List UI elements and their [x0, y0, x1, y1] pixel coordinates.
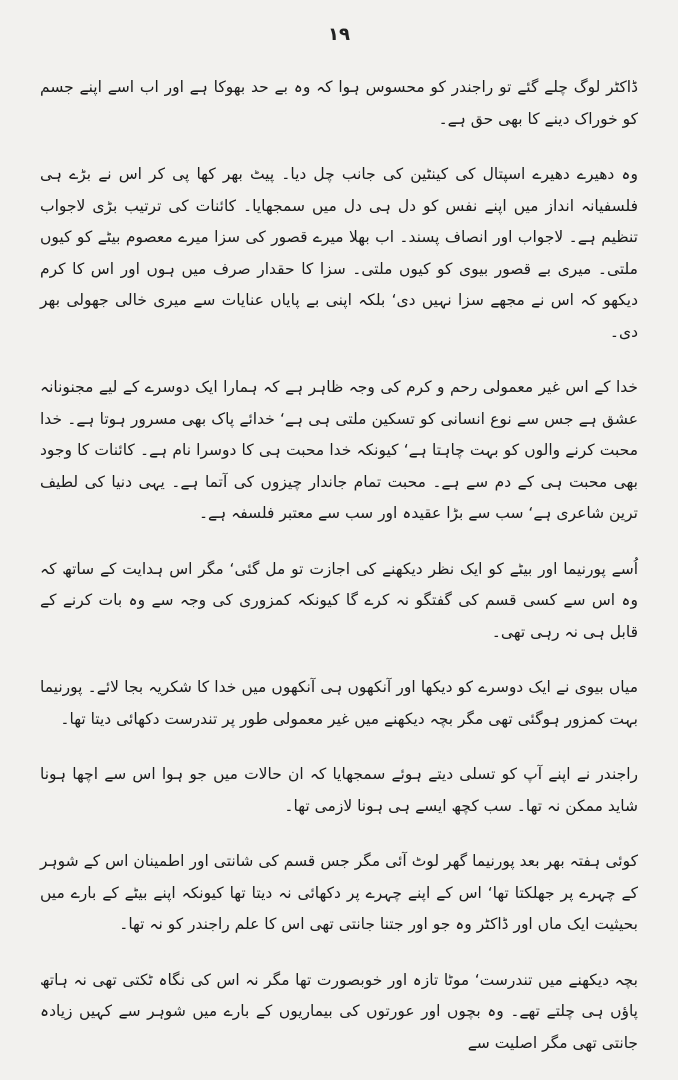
paragraph: بچہ دیکھنے میں تندرست‘ موٹا تازہ اور خوبصورت تھا مگر نہ اس کی نگاہ ٹکتی تھی نہ ہاتھ پاؤں ہی چلتے تھے۔ وہ بچوں اور عورتوں کی بیماریوں کے بارے میں شوہر سے کہیں زیادہ جانتی تھی مگر اصلیت سے	[40, 970, 638, 1052]
paragraph: ڈاکٹر لوگ چلے گئے تو راجندر کو محسوس ہوا کہ وہ بے حد بھوکا ہے اور اب اسے اپنے جسم کو خوراک دینے کا بھی حق ہے۔	[40, 78, 638, 128]
paragraph: راجندر نے اپنے آپ کو تسلی دیتے ہوئے سمجھایا کہ ان حالات میں جو ہوا اس سے اچھا ہونا شاید ممکن نہ تھا۔ سب کچھ ایسے ہی ہونا لازمی تھا۔	[40, 765, 638, 815]
paragraph: میاں بیوی نے ایک دوسرے کو دیکھا اور آنکھوں ہی آنکھوں میں خدا کا شکریہ بجا لائے۔ پورنیما بہت کمزور ہوگئی تھی مگر بچہ دیکھنے میں غیر معمولی طور پر تندرست دکھائی دیتا تھا۔	[40, 678, 638, 728]
page-number: ۱۹	[328, 24, 350, 45]
body-text	[40, 72, 638, 1059]
paragraph: کوئی ہفتہ بھر بعد پورنیما گھر لوٹ آئی مگر جس قسم کی شانتی اور اطمینان اس کے شوہر کے چہرے پر جھلکتا تھا‘ اس کے اپنے چہرے پر دکھائی نہ دیتا تھا کیونکہ اپنے بیٹے کے بارے میں بحیثیت ایک ماں اور ڈاکٹر وہ جو اور جتنا جانتی تھی اس کا علم راجندر کو نہ تھا۔	[40, 852, 638, 933]
paragraph: وہ دھیرے دھیرے اسپتال کی کینٹین کی جانب چل دیا۔ پیٹ بھر کھا پی کر اس نے بڑے ہی فلسفیانہ انداز میں اپنے نفس کو دل ہی دل میں سمجھایا۔ کائنات کی ترتیب بڑی لاجواب تنظیم ہے۔ لاجواب اور انصاف پسند۔ اب بھلا میرے قصور کی سزا میرے معصوم بیٹے کو کیوں ملتی۔ میری بے قصور بیوی کو کیوں ملتی۔ سزا کا حقدار صرف میں ہوں اور اس کا کرم دیکھو کہ اس نے مجھے سزا نہیں دی‘ بلکہ اپنی بے پایاں عنایات سے میری خالی جھولی بھر دی۔	[40, 165, 638, 341]
paragraph: خدا کے اس غیر معمولی رحم و کرم کی وجہ ظاہر ہے کہ ہمارا ایک دوسرے کے لیے مجنونانہ عشق ہے جس سے نوع انسانی کو تسکین ملتی ہی ہے‘ خدائے پاک بھی مسرور ہوتا ہے۔ خدا محبت کرنے والوں کو بہت چاہتا ہے‘ کیونکہ خدا محبت ہی کا دوسرا نام ہے۔ کائنات کا وجود بھی محبت ہی کے دم سے ہے۔ محبت تمام جاندار چیزوں کی آتما ہے۔ یہی دنیا کی لطیف ترین شاعری ہے‘ سب سے بڑا عقیدہ اور سب سے معتبر فلسفہ ہے۔	[40, 378, 638, 522]
paragraph: اُسے پورنیما اور بیٹے کو ایک نظر دیکھنے کی اجازت تو مل گئی‘ مگر اس ہدایت کے ساتھ کہ وہ اس سے کسی قسم کی گفتگو نہ کرے گا کیونکہ کمزوری کی وجہ سے وہ بات کرنے کے قابل ہی نہ رہی تھی۔	[40, 559, 638, 641]
